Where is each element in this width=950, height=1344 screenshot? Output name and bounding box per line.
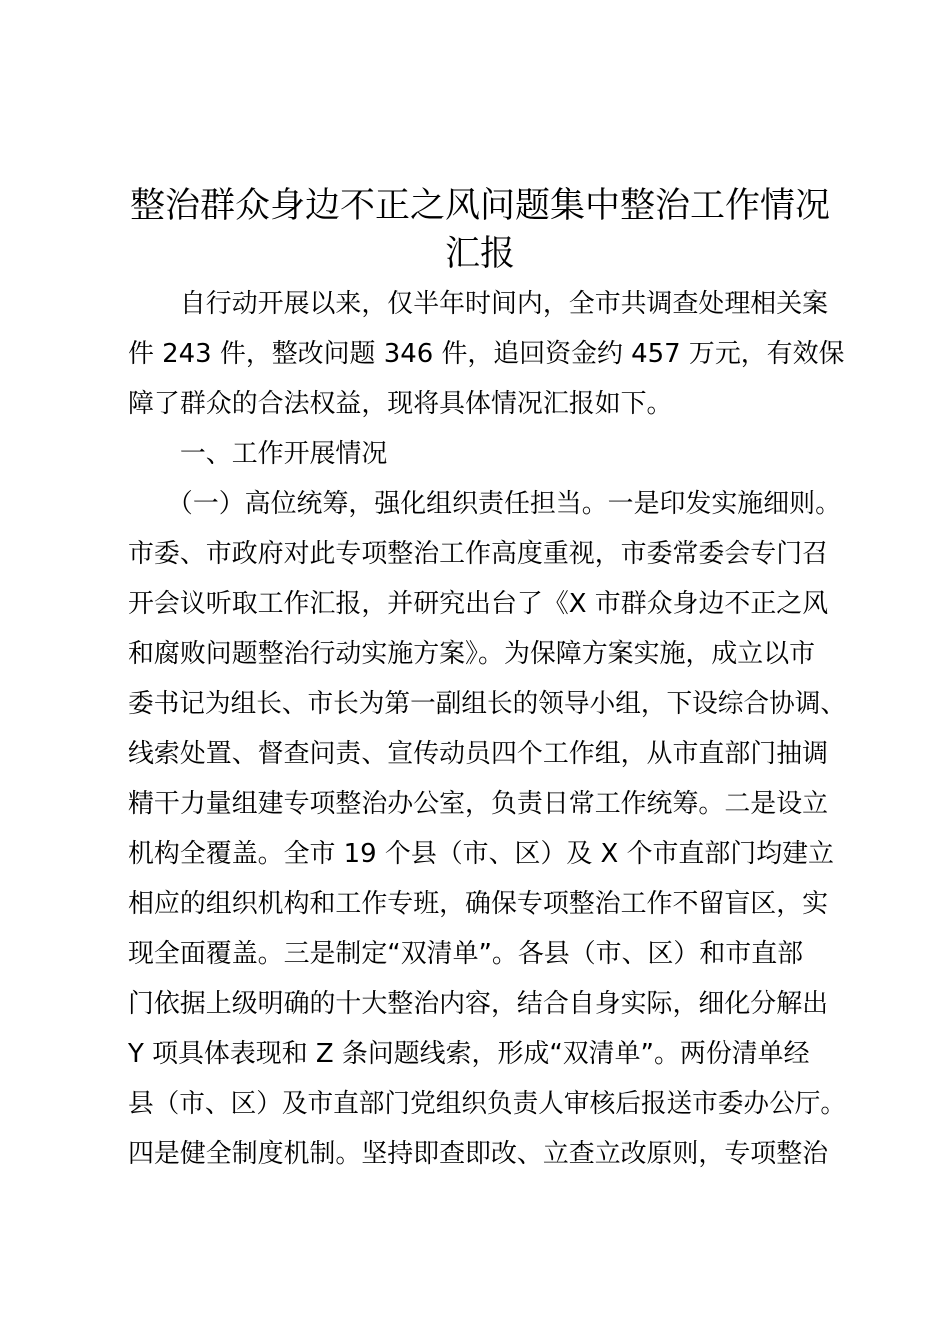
paragraph-line: Y 项具体表现和 Z 条问题线索，形成“双清单”。两份清单经 <box>128 1039 810 1069</box>
paragraph-line: 自行动开展以来，仅半年时间内，全市共调查处理相关案 <box>128 289 829 319</box>
paragraph-line: 市委、市政府对此专项整治工作高度重视，市委常委会专门召 <box>128 539 829 569</box>
paragraph-line: 四是健全制度机制。坚持即查即改、立查立改原则，专项整治 <box>128 1139 829 1169</box>
paragraph-line: 门依据上级明确的十大整治内容，结合自身实际，细化分解出 <box>128 989 829 1019</box>
paragraph-line: 相应的组织机构和工作专班，确保专项整治工作不留盲区，实 <box>128 889 829 919</box>
paragraph-line: 件 243 件，整改问题 346 件，追回资金约 457 万元，有效保 <box>128 339 845 369</box>
paragraph-line: 精干力量组建专项整治办公室，负责日常工作统筹。二是设立 <box>128 789 829 819</box>
paragraph-line: 障了群众的合法权益，现将具体情况汇报如下。 <box>128 389 673 419</box>
paragraph-line: 线索处置、督查问责、宣传动员四个工作组，从市直部门抽调 <box>128 739 829 769</box>
paragraph-line: 开会议听取工作汇报，并研究出台了《X 市群众身边不正之风 <box>128 589 829 619</box>
paragraph-line: 县（市、区）及市直部门党组织负责人审核后报送市委办公厅。 <box>128 1089 847 1119</box>
document-title-line-1: 整治群众身边不正之风问题集中整治工作情况 <box>129 186 830 226</box>
paragraph-line: 现全面覆盖。三是制定“双清单”。各县（市、区）和市直部 <box>128 939 804 969</box>
paragraph-line: （一）高位统筹，强化组织责任担当。一是印发实施细则。 <box>128 489 842 519</box>
section-heading: 一、工作开展情况 <box>128 439 388 469</box>
paragraph-line: 和腐败问题整治行动实施方案》。为保障方案实施，成立以市 <box>128 639 816 669</box>
document-title-line-2: 汇报 <box>444 234 515 274</box>
paragraph-line: 机构全覆盖。全市 19 个县（市、区）及 X 个市直部门均建立 <box>128 839 835 869</box>
paragraph-line: 委书记为组长、市长为第一副组长的领导小组，下设综合协调、 <box>128 689 847 719</box>
